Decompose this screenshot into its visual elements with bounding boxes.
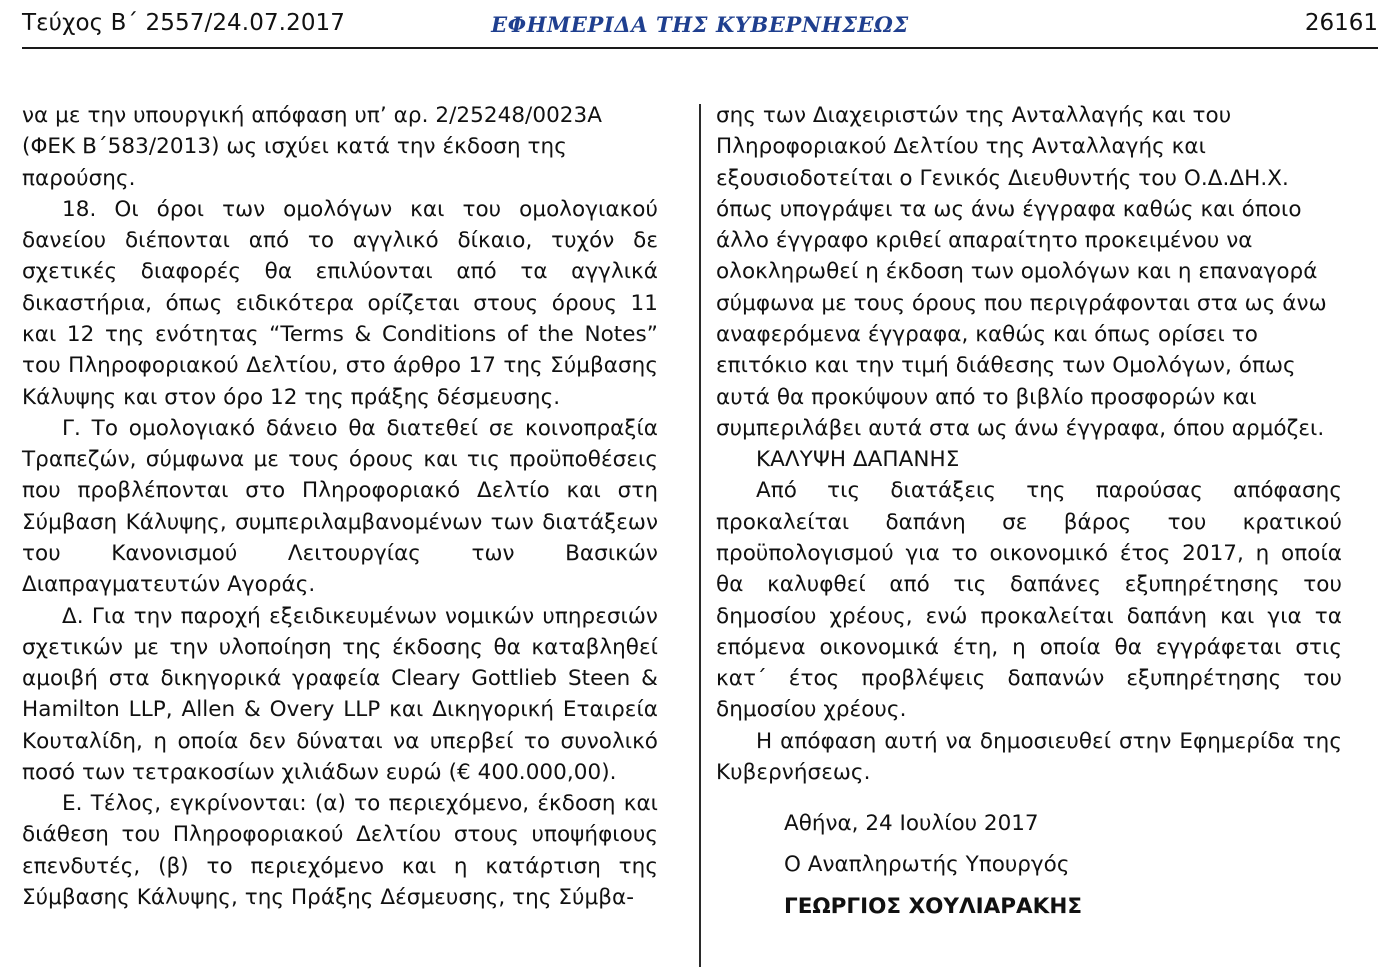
column-divider <box>699 104 701 967</box>
section-heading: ΚΑΛΥΨΗ ΔΑΠΑΝΗΣ <box>756 447 960 473</box>
header-divider <box>22 47 1378 49</box>
page-header <box>0 0 1400 52</box>
signature-place-date: Αθήνα, 24 Ιουλίου 2017 <box>784 811 1039 837</box>
paragraph: Δ. Για την παροχή εξειδικευμένων νομικών υπηρεσιών σχετικών με την υλοποίηση της έκδοσης θα καταβληθεί αμοιβή στα δικηγορικά γραφεία Cleary Gottlieb Steen & Hamilton LLP, Allen & Overy LLP και Δικηγορική Εταιρεία Κουταλίδη, η οποία δεν δύναται να υπερβεί το συνολικό ποσό των τετρακοσίων χιλιάδων ευρώ (€ 400.000,00). <box>22 603 658 785</box>
paragraph-continued: σης των Διαχειριστών της Ανταλλαγής και του Πληροφοριακού Δελτίου της Ανταλλαγής και εξουσιοδοτείται ο Γενικός Διευθυντής του Ο.Δ.ΔΗ.Χ. όπως υπογράψει τα ως άνω έγγραφα καθώς και όποιο άλλο έγγραφο κριθεί απαραίτητο προκειμένου να ολοκληρωθεί η έκδοση των ομολόγων και η επαναγορά σύμφωνα με τους όρους που περιγράφονται στα ως άνω αναφερόμενα έγγραφα, καθώς και όπως ορίσει το επιτόκιο και την τιμή διάθεσης των Ομολόγων, όπως αυτά θα προκύψουν από το βιβλίο προσφορών και συμπεριλάβει αυτά στα ως άνω έγγραφα, όπου αρμόζει. <box>716 103 1327 441</box>
signature-title: Ο Αναπληρωτής Υπουργός <box>784 852 1070 878</box>
paragraph: 18. Οι όροι των ομολόγων και του ομολογιακού δανείου διέπονται από το αγγλικό δίκαιο, τυχόν δε σχετικές διαφορές θα επιλύονται από τα αγγλικά δικαστήρια, όπως ειδικότερα ορίζεται στους όρους 11 και 12 της ενότητας “Terms & Conditions of the Notes” του Πληροφοριακού Δελτίου, στο άρθρο 17 της Σύμβασης Κάλυψης και στον όρο 12 της πράξης δέσμευσης. <box>22 196 658 410</box>
paragraph: να με την υπουργική απόφαση υπ’ αρ. 2/25248/0023Α (ΦΕΚ Β΄583/2013) ως ισχύει κατά την έκδοση της παρούσης. <box>22 103 603 191</box>
right-column <box>682 100 1342 973</box>
left-column <box>22 100 682 973</box>
content-columns <box>0 52 1400 973</box>
signature-name: ΓΕΩΡΓΙΟΣ ΧΟΥΛΙΑΡΑΚΗΣ <box>784 893 1083 919</box>
page-number: 26161 <box>1304 10 1378 36</box>
issue-reference: Τεύχος Β΄ 2557/24.07.2017 <box>22 10 346 36</box>
gazette-title-text: ΕΦΗΜΕΡΙΔΑ ΤΗΣ ΚΥΒΕΡΝΗΣΕΩΣ <box>491 12 909 37</box>
paragraph: Ε. Τέλος, εγκρίνονται: (α) το περιεχόμενο, έκδοση και διάθεση του Πληροφοριακού Δελτίου στους υποψήφιους επενδυτές, (β) το περιεχόμενο και η κατάρτιση της Σύμβασης Κάλυψης, της Πράξης Δέσμευσης, της Σύμβα- <box>22 791 658 911</box>
paragraph: Η απόφαση αυτή να δημοσιευθεί στην Εφημερίδα της Κυβερνήσεως. <box>716 728 1342 785</box>
paragraph: Από τις διατάξεις της παρούσας απόφασης προκαλείται δαπάνη σε βάρος του κρατικού προϋπολογισμού για το οικονομικό έτος 2017, η οποία θα καλυφθεί από τις δαπάνες εξυπηρέτησης του δημοσίου χρέους, ενώ προκαλείται δαπάνη και για τα επόμενα οικονομικά έτη, η οποία θα εγγράφεται στις κατ΄ έτος προβλέψεις δαπανών εξυπηρέτησης του δημοσίου χρέους. <box>716 478 1342 723</box>
paragraph: Γ. Το ομολογιακό δάνειο θα διατεθεί σε κοινοπραξία Τραπεζών, σύμφωνα με τους όρους και τις προϋποθέσεις που προβλέπονται στο Πληροφοριακό Δελτίο και στη Σύμβαση Κάλυψης, συμπεριλαμβανομένων των διατάξεων του Κανονισμού Λειτουργίας των Βασικών Διαπραγματευτών Αγοράς. <box>22 415 658 598</box>
